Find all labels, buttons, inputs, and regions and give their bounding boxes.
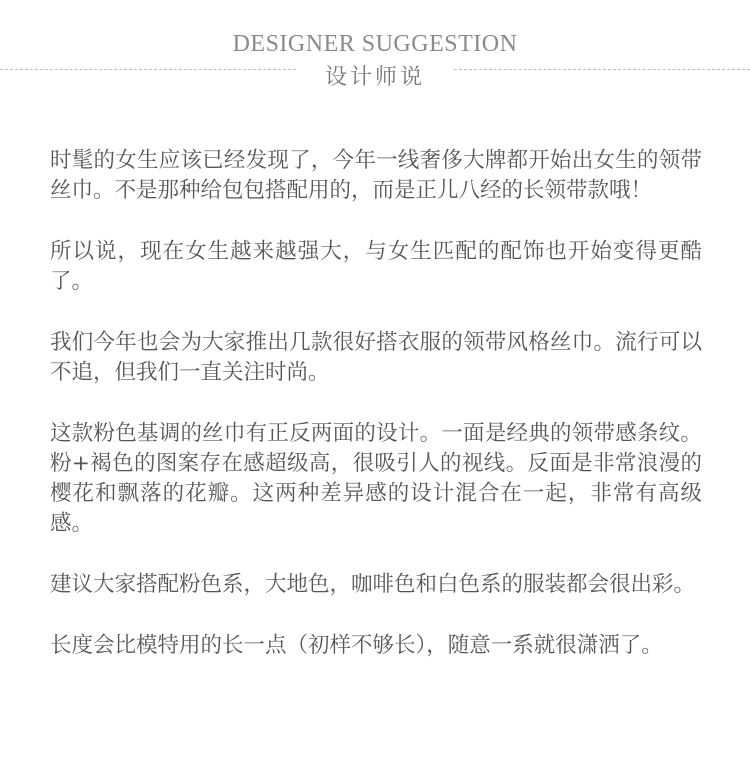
paragraph-6: 长度会比模特用的长一点（初样不够长），随意一系就很潇洒了。 — [50, 633, 663, 658]
header-title-en: DESIGNER SUGGESTION — [232, 31, 518, 57]
header-divider-right — [454, 69, 750, 70]
paragraph-3: 我们今年也会为大家推出几款很好搭衣服的领带风格丝巾。流行可以不追，但我们一直关注时尚。 — [50, 330, 702, 385]
section-header — [0, 0, 750, 110]
paragraph-2: 所以说，现在女生越来越强大，与女生匹配的配饰也开始变得更酷了。 — [50, 239, 702, 294]
header-title-zh: 设计师说 — [324, 65, 425, 90]
paragraph-4: 这款粉色基调的丝巾有正反两面的设计。一面是经典的领带感条纹。粉+褐色的图案存在感超级高，很吸引人的视线。反面是非常浪漫的樱花和飘落的花瓣。这两种差异感的设计混合在一起，非常有高级感。 — [50, 421, 702, 536]
description-body — [50, 146, 702, 692]
paragraph-5: 建议大家搭配粉色系，大地色，咖啡色和白色系的服装都会很出彩。 — [50, 572, 696, 597]
paragraph-1: 时髦的女生应该已经发现了，今年一线奢侈大牌都开始出女生的领带丝巾。不是那种给包包搭配用的，而是正儿八经的长领带款哦！ — [50, 148, 702, 203]
